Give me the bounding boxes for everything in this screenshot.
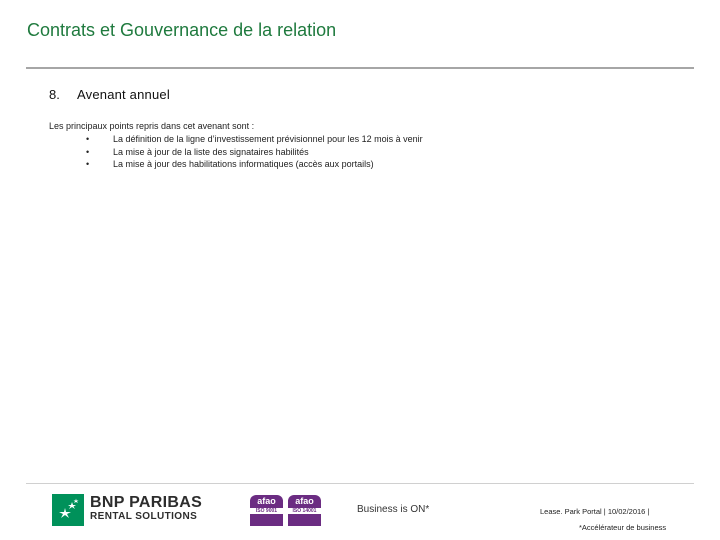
logo-line-2: RENTAL SOLUTIONS	[90, 511, 198, 522]
bullet-item	[86, 133, 423, 146]
bullet-text: La mise à jour de la liste des signataires habilités	[113, 146, 309, 157]
bnp-paribas-logo	[52, 494, 202, 526]
afao-iso-14001-badge	[288, 495, 321, 526]
footer-meta: Lease. Park Portal | 10/02/2016 |	[540, 507, 650, 516]
bullet-item	[86, 146, 423, 159]
bullet-icon: •	[86, 159, 90, 169]
intro-text: Les principaux points repris dans cet avenant sont :	[49, 121, 255, 131]
badge-bottom	[288, 514, 321, 526]
logo-line-1: BNP PARIBAS	[90, 494, 203, 511]
bullet-text: La mise à jour des habilitations informatiques (accès aux portails)	[113, 159, 374, 169]
bullet-item	[86, 158, 423, 171]
title-divider	[26, 67, 694, 69]
bnp-stars-icon	[52, 494, 84, 526]
afao-iso-9001-badge	[250, 495, 283, 526]
tagline: Business is ON*	[357, 504, 430, 515]
bullet-text: La définition de la ligne d’investissement prévisionnel pour les 12 mois à venir	[113, 134, 423, 144]
badge-iso-label: ISO 9001	[250, 508, 283, 514]
section-number: 8.	[49, 87, 60, 102]
bullet-icon: •	[86, 146, 90, 157]
badge-label: afao	[250, 495, 283, 508]
bullet-list	[86, 133, 423, 171]
section-title: Avenant annuel	[77, 87, 170, 102]
badge-bottom	[250, 514, 283, 526]
badge-label: afao	[288, 495, 321, 508]
slide-title: Contrats et Gouvernance de la relation	[27, 20, 337, 40]
badge-iso-label: ISO 14001	[288, 508, 321, 514]
bullet-icon: •	[86, 134, 90, 144]
footer-note: *Accélérateur de business	[579, 523, 667, 532]
footer-divider	[26, 483, 694, 484]
